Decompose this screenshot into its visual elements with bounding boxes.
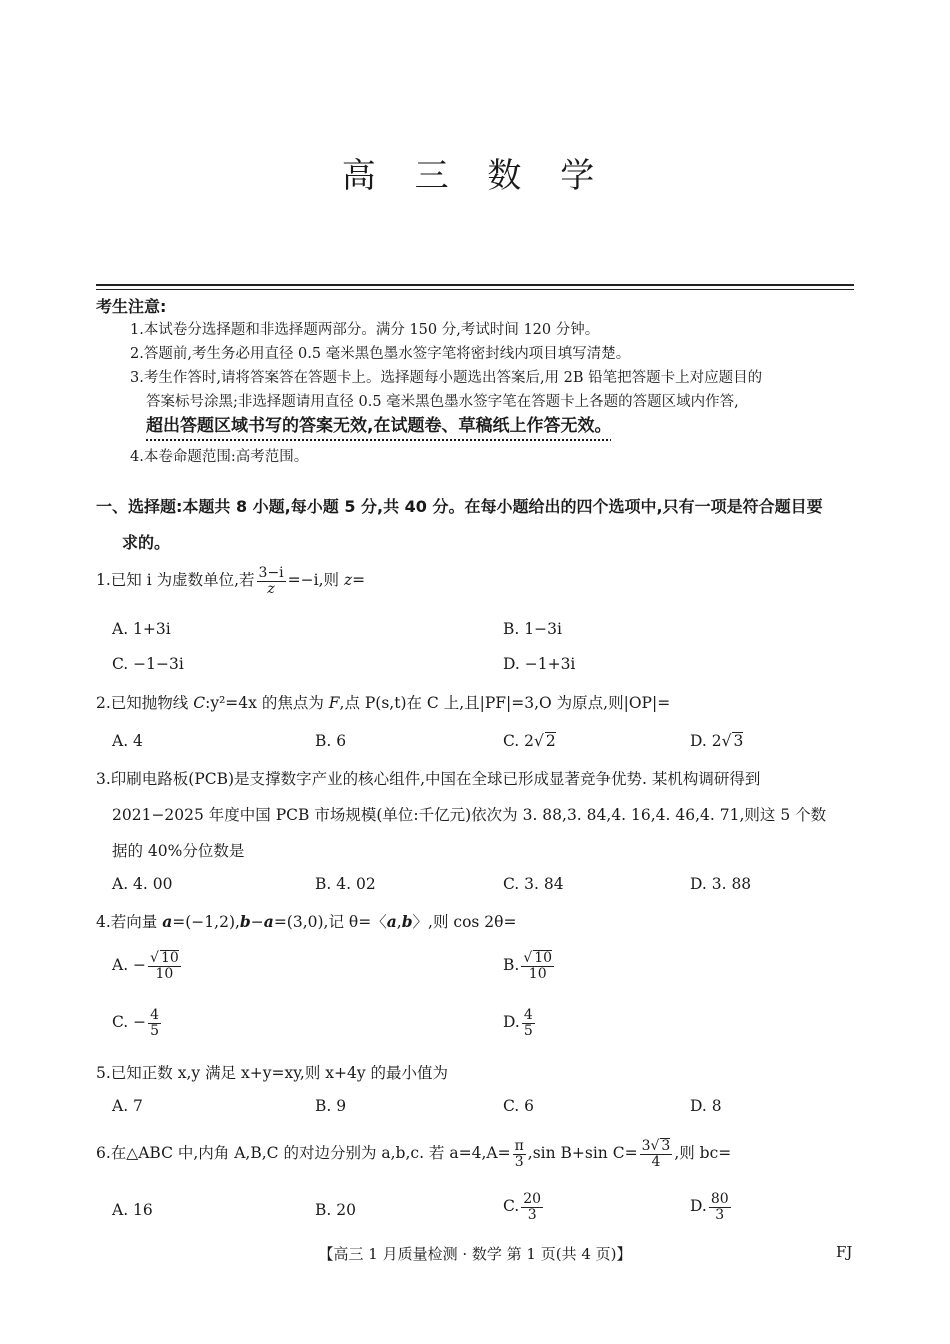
q4-b-fraction: $\frac{√ 10}{10}$ xyxy=(523,950,553,983)
section1-heading: 一、选择题:本题共 8 小题,每小题 5 分,共 40 分。在每小题给出的四个选项中,只有一项是符合题目要 xyxy=(96,497,823,516)
q4-a-label: A. − xyxy=(112,956,147,975)
q6-option-b: B. 20 xyxy=(315,1201,356,1219)
q6-d-den: 3 xyxy=(715,1206,725,1223)
q6-text: 6.在△ABC 中,内角 A,B,C 的对边分别为 a,b,c. 若 a=4,A= xyxy=(96,1144,511,1163)
q1-text: 1.已知 i 为虚数单位,若 xyxy=(96,571,255,590)
q2-c-label: C. 2 xyxy=(503,732,535,750)
q4-d-num: 4 xyxy=(523,1007,533,1023)
q5-option-c: C. 6 xyxy=(503,1097,535,1115)
q4-option-d xyxy=(503,1008,537,1038)
q4-text: 4.若向量 xyxy=(96,913,163,931)
section1-heading-cont: 求的。 xyxy=(122,533,171,552)
q4-c-den: 5 xyxy=(150,1022,160,1039)
q6-option-c xyxy=(503,1192,545,1222)
q4-c-num: 4 xyxy=(150,1007,160,1023)
q2-d-label: D. 2 xyxy=(690,732,722,750)
question-3-line-2: 2021−2025 年度中国 PCB 市场规模(单位:千亿元)依次为 3. 88,3. 84,4. 16,4. 46,4. 71,则这 5 个数 xyxy=(112,806,827,824)
q6-sine-fraction: $\frac{3√ 3}{4}$ xyxy=(641,1138,671,1171)
footer-code: FJ xyxy=(836,1243,853,1261)
q3-option-d: D. 3. 88 xyxy=(690,875,752,893)
q2-text-c: ,点 P(s,t)在 C 上,且|PF|=3,O 为原点,则|OP|= xyxy=(339,694,671,712)
q2-option-a: A. 4 xyxy=(112,732,143,750)
question-1-stem xyxy=(96,566,365,596)
q5-option-b: B. 9 xyxy=(315,1097,347,1115)
q4-d-label: D. xyxy=(503,1013,520,1032)
header-rule xyxy=(96,284,854,286)
q4-b-radicand: 10 xyxy=(534,950,553,966)
q4-text-f: 〉,则 cos 2θ= xyxy=(412,913,517,931)
q4-vector-a-3: a xyxy=(386,912,397,931)
q6-option-d xyxy=(690,1192,733,1222)
question-4-stem xyxy=(96,910,516,932)
question-2-stem xyxy=(96,691,670,713)
q4-option-b xyxy=(503,950,556,982)
q4-text-b: =(−1,2), xyxy=(172,913,240,931)
q5-option-a: A. 7 xyxy=(112,1097,143,1115)
q4-a-fraction: $\frac{√ 10}{10}$ xyxy=(150,950,179,983)
q6-text-c: ,则 bc= xyxy=(674,1144,732,1163)
q4-vector-a-2: a xyxy=(263,912,274,931)
question-5-stem: 5.已知正数 x,y 满足 x+y=xy,则 x+4y 的最小值为 xyxy=(96,1064,449,1082)
q6-c-fraction xyxy=(521,1192,543,1222)
q6-option-a: A. 16 xyxy=(112,1201,153,1219)
q6-sine-radicand: 3 xyxy=(661,1138,671,1154)
q6-c-num: 20 xyxy=(523,1191,542,1207)
q2-curve: C xyxy=(193,694,206,712)
q4-d-den: 5 xyxy=(523,1022,533,1039)
q4-text-c: − xyxy=(250,913,264,931)
notice-heading: 考生注意: xyxy=(96,297,167,316)
q4-vector-b-2: b xyxy=(401,912,413,931)
q1-var: z xyxy=(343,571,353,590)
notice-line-1: 1.本试卷分选择题和非选择题两部分。满分 150 分,考试时间 120 分钟。 xyxy=(130,322,600,338)
q4-option-c xyxy=(112,1008,163,1038)
q2-focus: F xyxy=(328,694,340,712)
q4-vector-b: b xyxy=(239,912,251,931)
q1-option-d: D. −1+3i xyxy=(503,655,576,673)
q2-equation: :y²=4x xyxy=(205,694,257,712)
q6-c-den: 3 xyxy=(527,1206,537,1223)
q3-option-c: C. 3. 84 xyxy=(503,875,564,893)
q2-option-c: C. 2√ 2 xyxy=(503,732,556,750)
q1-text-c: = xyxy=(352,571,366,590)
q1-frac-den: z xyxy=(267,580,275,597)
q6-pi-num: π xyxy=(514,1137,524,1154)
q1-option-a: A. 1+3i xyxy=(112,620,171,638)
q4-vector-a: a xyxy=(162,912,173,931)
q1-fraction xyxy=(257,566,286,596)
q6-text-b: ,sin B+sin C= xyxy=(527,1144,638,1163)
q6-sine-den: 4 xyxy=(651,1154,661,1171)
q4-option-a xyxy=(112,950,183,982)
question-6-stem xyxy=(96,1138,731,1170)
q1-option-c: C. −1−3i xyxy=(112,655,184,673)
q3-option-a: A. 4. 00 xyxy=(112,875,173,893)
notice-line-4: 4.本卷命题范围:高考范围。 xyxy=(130,449,309,465)
page-footer: 【高三 1 月质量检测 · 数学 第 1 页(共 4 页)】 xyxy=(318,1245,632,1263)
q4-b-label: B. xyxy=(503,956,520,975)
q2-option-b: B. 6 xyxy=(315,732,347,750)
q4-text-e: , xyxy=(396,913,402,931)
q4-text-d: =(3,0),记 θ=〈 xyxy=(273,913,387,931)
notice-line-2: 2.答题前,考生务必用直径 0.5 毫米黑色墨水签字笔将密封线内项目填写清楚。 xyxy=(130,346,631,362)
q2-d-radicand: 3 xyxy=(733,732,744,750)
q2-option-d: D. 2√ 3 xyxy=(690,732,744,750)
q4-b-den: 10 xyxy=(528,966,547,983)
notice-line-3a: 3.考生作答时,请将答案答在答题卡上。选择题每小题选出答案后,用 2B 铅笔把答题卡上对应题目的 xyxy=(130,370,763,386)
q3-option-b: B. 4. 02 xyxy=(315,875,376,893)
q6-d-label: D. xyxy=(690,1197,707,1216)
q4-c-fraction xyxy=(148,1008,161,1038)
q6-pi-den: 3 xyxy=(514,1153,524,1170)
question-3-line-3: 据的 40%分位数是 xyxy=(112,842,245,860)
q4-c-label: C. − xyxy=(112,1013,147,1032)
q2-text: 2.已知抛物线 xyxy=(96,694,194,712)
q6-angle-fraction xyxy=(513,1139,526,1169)
q4-a-radicand: 10 xyxy=(160,950,179,966)
q1-text-b: =−i,则 xyxy=(287,571,344,590)
q4-a-den: 10 xyxy=(155,966,174,983)
q1-frac-num: 3−i xyxy=(258,565,284,581)
question-3-line-1: 3.印刷电路板(PCB)是支撑数字产业的核心组件,中国在全球已形成显著竞争优势. 某机构调研得到 xyxy=(96,770,761,788)
header-rule-thin xyxy=(96,289,854,290)
notice-line-3b: 答案标号涂黑;非选择题请用直径 0.5 毫米黑色墨水签字笔在答题卡上各题的答题区域内作答, xyxy=(146,394,739,410)
q6-c-label: C. xyxy=(503,1197,520,1216)
exam-title: 高 三 数 学 xyxy=(341,156,609,196)
q6-d-num: 80 xyxy=(710,1191,729,1207)
q2-text-b: 的焦点为 xyxy=(256,694,329,712)
q1-option-b: B. 1−3i xyxy=(503,620,562,638)
q6-d-fraction xyxy=(709,1192,731,1222)
q6-sine-coef: 3 xyxy=(641,1138,651,1154)
q2-c-radicand: 2 xyxy=(545,732,556,750)
q4-d-fraction xyxy=(522,1008,535,1038)
notice-line-3c-emphasis: 超出答题区域书写的答案无效,在试题卷、草稿纸上作答无效。 xyxy=(146,416,612,436)
q5-option-d: D. 8 xyxy=(690,1097,722,1115)
